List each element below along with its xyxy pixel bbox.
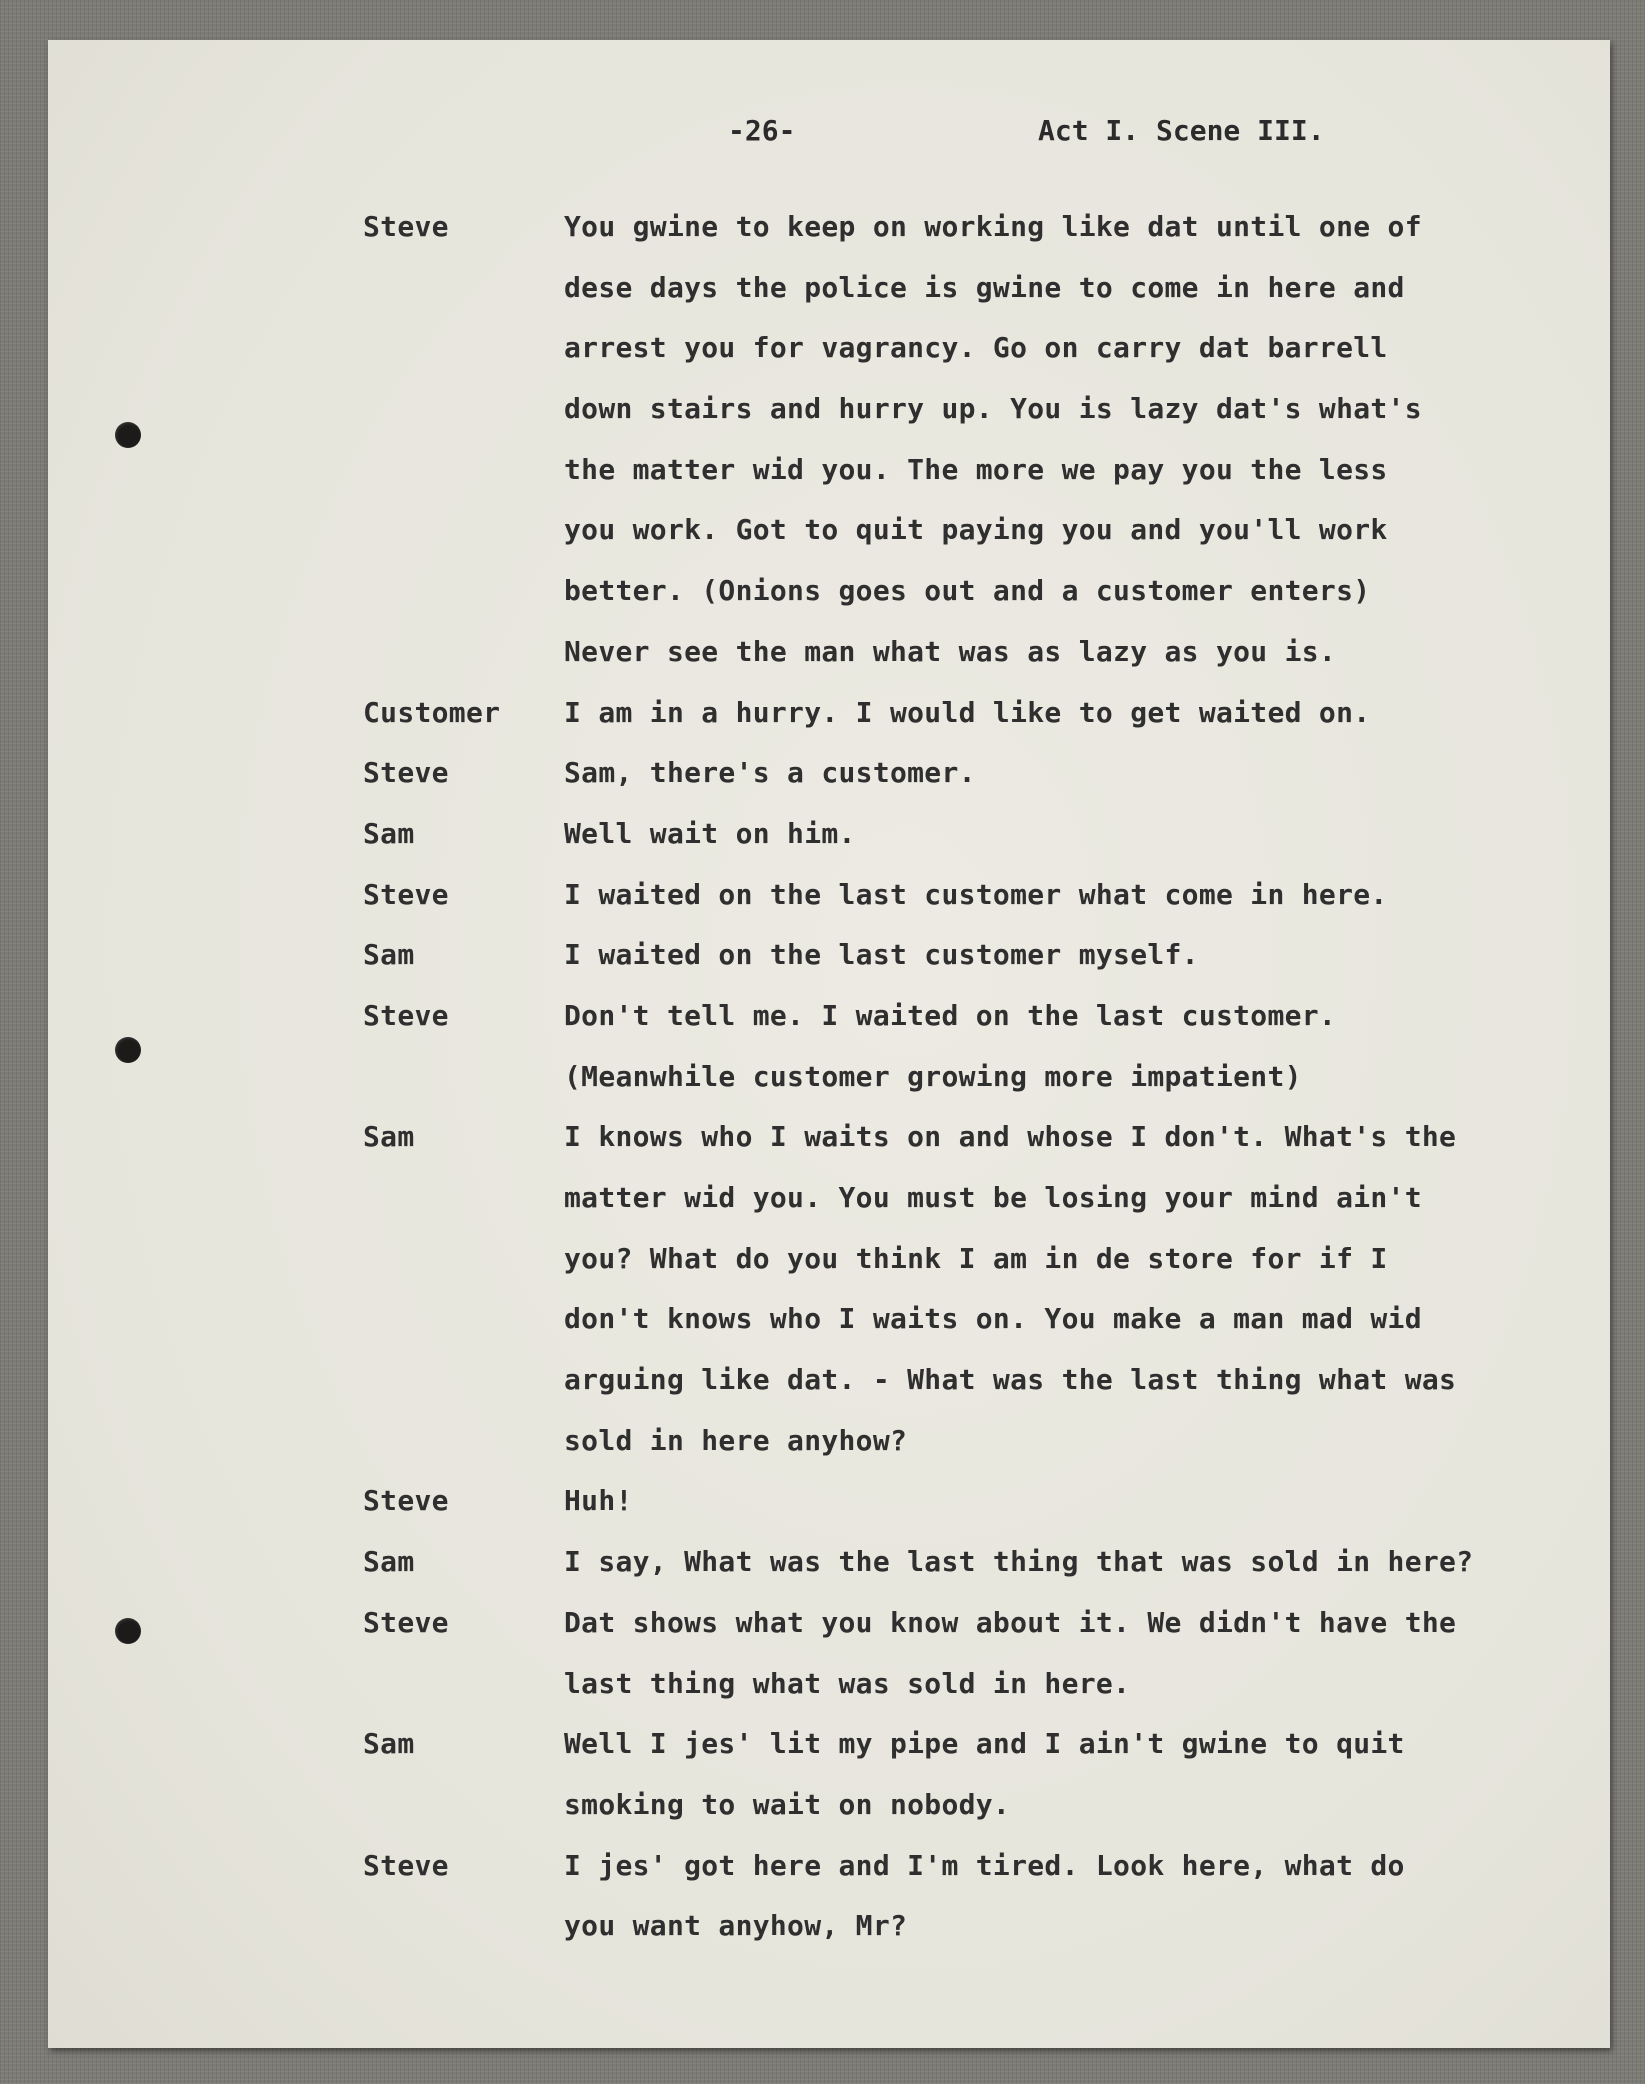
script-line (48, 1906, 1610, 1967)
dialogue-text: Well wait on him. (564, 816, 856, 850)
dialogue-text: I am in a hurry. I would like to get waited on. (564, 695, 1371, 729)
dialogue-text: I waited on the last customer what come in here. (564, 877, 1388, 911)
dialogue-text: arguing like dat. - What was the last thing what was (564, 1363, 1457, 1397)
dialogue-text: Never see the man what was as lazy as you is. (564, 634, 1337, 668)
script-line (48, 389, 1610, 450)
document-page (48, 40, 1610, 2048)
script-line (48, 1178, 1610, 1239)
speaker-name: Sam (363, 816, 415, 850)
speaker-name: Sam (363, 1727, 415, 1761)
speaker-name: Steve (363, 877, 449, 911)
script-line (48, 1421, 1610, 1482)
dialogue-text: Huh! (564, 1484, 633, 1518)
script-line (48, 875, 1610, 936)
script-line (48, 632, 1610, 693)
dialogue-text: I say, What was the last thing that was sold in here? (564, 1545, 1474, 1579)
speaker-name: Sam (363, 938, 415, 972)
script-line (48, 935, 1610, 996)
script-line (48, 1785, 1610, 1846)
dialogue-text: you work. Got to quit paying you and you'll work (564, 513, 1388, 547)
script-line (48, 814, 1610, 875)
speaker-name: Steve (363, 1848, 449, 1882)
dialogue-text: you want anyhow, Mr? (564, 1909, 908, 1943)
speaker-name: Steve (363, 1605, 449, 1639)
dialogue-text: dese days the police is gwine to come in here and (564, 270, 1405, 304)
speaker-name: Steve (363, 210, 449, 243)
dialogue-text: You gwine to keep on working like dat until one of (564, 210, 1422, 243)
speaker-name: Steve (363, 998, 449, 1032)
dialogue-text: sold in here anyhow? (564, 1423, 908, 1457)
dialogue-text: Don't tell me. I waited on the last customer. (564, 998, 1337, 1032)
dialogue-text: I knows who I waits on and whose I don't. What's the (564, 1120, 1457, 1154)
page-header (48, 114, 1610, 154)
scene-heading: Act I. Scene III. (1038, 114, 1325, 147)
script-line (48, 1360, 1610, 1421)
dialogue-text: Dat shows what you know about it. We didn't have the (564, 1605, 1457, 1639)
script-line (48, 450, 1610, 511)
dialogue-text: better. (Onions goes out and a customer enters) (564, 574, 1371, 608)
script-line (48, 1239, 1610, 1300)
script-line (48, 1542, 1610, 1603)
script-line (48, 1481, 1610, 1542)
speaker-name: Sam (363, 1545, 415, 1579)
dialogue-text: Well I jes' lit my pipe and I ain't gwine to quit (564, 1727, 1405, 1761)
script-line (48, 1299, 1610, 1360)
dialogue-text: arrest you for vagrancy. Go on carry dat barrell (564, 331, 1388, 365)
script-line (48, 1117, 1610, 1178)
script-line (48, 753, 1610, 814)
dialogue-text: Sam, there's a customer. (564, 756, 976, 790)
dialogue-text: smoking to wait on nobody. (564, 1787, 1011, 1821)
dialogue-text: (Meanwhile customer growing more impatient) (564, 1059, 1302, 1093)
script-line (48, 510, 1610, 571)
dialogue-text: matter wid you. You must be losing your mind ain't (564, 1181, 1422, 1214)
script-line (48, 1057, 1610, 1118)
script-line (48, 1664, 1610, 1725)
script-line (48, 571, 1610, 632)
speaker-name: Steve (363, 756, 449, 790)
script-line (48, 268, 1610, 329)
dialogue-text: I jes' got here and I'm tired. Look here, what do (564, 1848, 1405, 1882)
script-line (48, 1846, 1610, 1907)
script-line (48, 1724, 1610, 1785)
dialogue-text: you? What do you think I am in de store for if I (564, 1241, 1388, 1275)
speaker-name: Customer (363, 695, 501, 729)
speaker-name: Sam (363, 1120, 415, 1154)
page-number: -26- (728, 114, 796, 147)
dialogue-text: I waited on the last customer myself. (564, 938, 1199, 972)
script-line (48, 996, 1610, 1057)
script-body (48, 207, 1610, 1967)
script-line (48, 693, 1610, 754)
dialogue-text: last thing what was sold in here. (564, 1666, 1131, 1700)
script-line (48, 207, 1610, 268)
dialogue-text: don't knows who I waits on. You make a man mad wid (564, 1302, 1422, 1336)
speaker-name: Steve (363, 1484, 449, 1518)
dialogue-text: the matter wid you. The more we pay you the less (564, 452, 1388, 486)
dialogue-text: down stairs and hurry up. You is lazy dat's what's (564, 392, 1422, 426)
script-line (48, 328, 1610, 389)
script-line (48, 1603, 1610, 1664)
